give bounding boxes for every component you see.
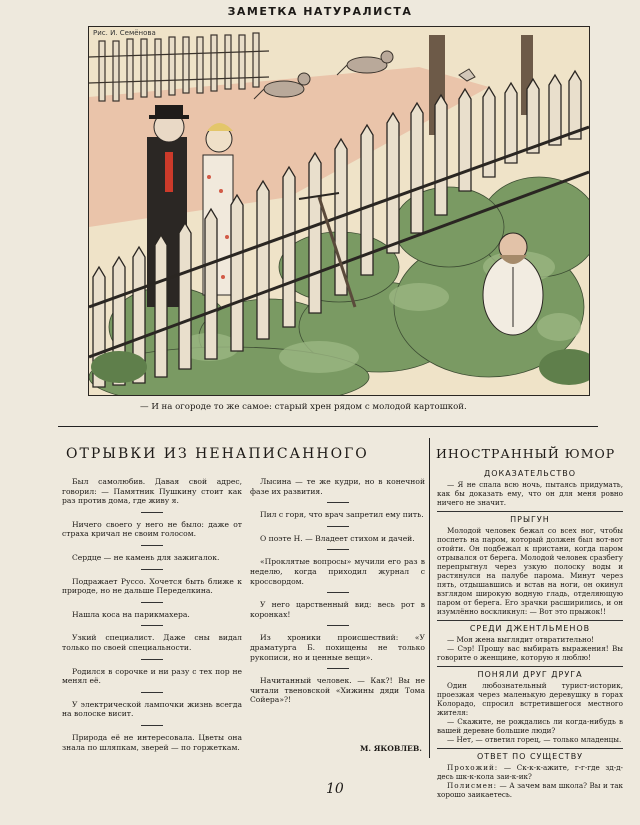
fragment-separator (327, 549, 349, 550)
fragment-text: У него царственный вид: весь рот в коронках! (250, 600, 425, 619)
fragment-separator (141, 692, 163, 693)
page-number: 10 (326, 781, 344, 797)
section-title-foreign-humor: ИНОСТРАННЫЙ ЮМОР (436, 446, 616, 461)
divider (437, 748, 623, 749)
fragment-text: Пил с горя, что врач запретил ему пить. (260, 510, 424, 520)
fragment-separator (141, 545, 163, 546)
fragment-separator (141, 625, 163, 626)
fragment-text: Нашла коса на парикмахера. (72, 609, 190, 619)
fragment-text: Начитанный человек. — Как?! Вы не читали твеновской «Хижины дяди Тома Сойера»?! (250, 676, 425, 705)
foreign-humor-column (437, 467, 623, 799)
humor-text: — Я не спала всю ночь, пытаясь придумать, как бы доказать ему, что он для меня ровно ничего не значит. (437, 480, 623, 507)
humor-text: — Нет, — ответил горец, — только младенцы. (447, 735, 622, 744)
fragment-text: Был самолюбив. Давая свой адрес, говорил: — Памятник Пушкину стоит как раз против дома, где живу я. (62, 477, 242, 506)
subheading: ДОКАЗАТЕЛЬСТВО (483, 469, 576, 478)
humor-text: — Моя жена выглядит отвратительно! (447, 635, 595, 644)
fragment-text: Подражает Руссо. Хочется быть ближе к природе, но не дальше Переделкина. (62, 576, 242, 596)
fragment-text: Узкий специалист. Даже сны видал только по своей специальности. (62, 633, 242, 652)
subheading: ОТВЕТ ПО СУЩЕСТВУ (476, 752, 584, 761)
section-divider (58, 426, 598, 427)
humor-text: Один любознательный турист-историк, проезжая через маленькую деревушку в горах Колорадо, спросил встретившегося местного жителя: (437, 681, 623, 717)
fragment-text: Родился в сорочке и ни разу с тех пор не менял её. (62, 666, 242, 686)
fragments-column-b (250, 477, 425, 705)
divider (437, 511, 623, 512)
cartoon-caption: — И на огороде то же самое: старый хрен рядом с молодой картошкой. (140, 402, 467, 412)
fragment-separator (141, 725, 163, 726)
fragment-separator (327, 625, 349, 626)
humor-text: — Скажите, не рождались ли когда-нибудь в вашей деревне большие люди? (437, 717, 623, 735)
fragment-separator (141, 659, 163, 660)
humor-dialogue (437, 763, 623, 781)
speaker-label: Прохожий: (447, 763, 499, 772)
fragment-separator (327, 526, 349, 527)
fragment-text: У электрической лампочки жизнь всегда на волоске висит. (62, 699, 242, 719)
page-header: ЗАМЕТКА НАТУРАЛИСТА (227, 5, 413, 18)
subheading: СРЕДИ ДЖЕНТЛЬМЕНОВ (469, 624, 591, 633)
fragment-text: Из хроники происшествий: «У драматурга Б. похищены не только рукописи, но и ценные вещи». (250, 633, 425, 662)
fragment-text: Сердце — не камень для зажигалок. (72, 552, 220, 562)
fragment-separator (141, 512, 163, 513)
divider (437, 666, 623, 667)
cartoon-drawing (89, 27, 589, 395)
fragment-separator (141, 602, 163, 603)
fragment-separator (327, 668, 349, 669)
fragment-text: О поэте Н. — Владеет стихом и дачей. (260, 533, 415, 543)
humor-text: — А зачем вам школа? Вы и так хорошо заикаетесь. (437, 781, 623, 799)
fragment-text: Природа её не интересовала. Цветы она знала по шляпкам, зверей — по горжеткам. (62, 732, 242, 752)
subheading: ПОНЯЛИ ДРУГ ДРУГА (477, 670, 583, 679)
fragment-text: «Проклятые вопросы» мучили его раз в неделю, когда приходил журнал с кроссвордом. (250, 557, 425, 586)
fragment-separator (141, 569, 163, 570)
fragment-text: Лысина — те же кудри, но в конечной фазе их развития. (250, 477, 425, 496)
section-title-fragments: ОТРЫВКИ ИЗ НЕНАПИСАННОГО (66, 446, 369, 462)
divider (437, 620, 623, 621)
subheading: ПРЫГУН (510, 515, 550, 524)
fragment-separator (327, 592, 349, 593)
humor-dialogue (437, 781, 623, 799)
humor-text: — Сэр! Прошу вас выбирать выражения! Вы говорите о женщине, которую я люблю! (437, 644, 623, 662)
fragment-text: Ничего своего у него не было: даже от страха кричал не своим голосом. (62, 519, 242, 539)
column-divider (429, 438, 430, 758)
humor-text: Молодой человек бежал со всех ног, чтобы поспеть на паром, который должен был вот-вот отойти. Он подбежал к пристани, когда паром отрывался от берега. Молодой человек сразбегу перепрыгнул через узкую полоску воды и растянулся на палубе парома. Минут через пять, отдышавшись и встав на ноги, он окинул взглядом широкую водную гладь, отделяющую паром от берега. Его зрачки расширились, и он изумлённо воскликнул: — Вот это прыжок!! (437, 526, 623, 616)
speaker-label: Полисмен: (447, 781, 498, 790)
fragments-column-a (62, 477, 242, 752)
author-signature: М. ЯКОВЛЕВ. (360, 744, 422, 753)
humor-text: — Ск-к-к-ажите, г-г-где зд-д-десь шк-к-кола заи-к-ик? (437, 763, 623, 781)
cartoon-illustration (88, 26, 590, 396)
fragment-separator (327, 502, 349, 503)
artist-credit: Рис. И. Семёнова (93, 29, 156, 37)
